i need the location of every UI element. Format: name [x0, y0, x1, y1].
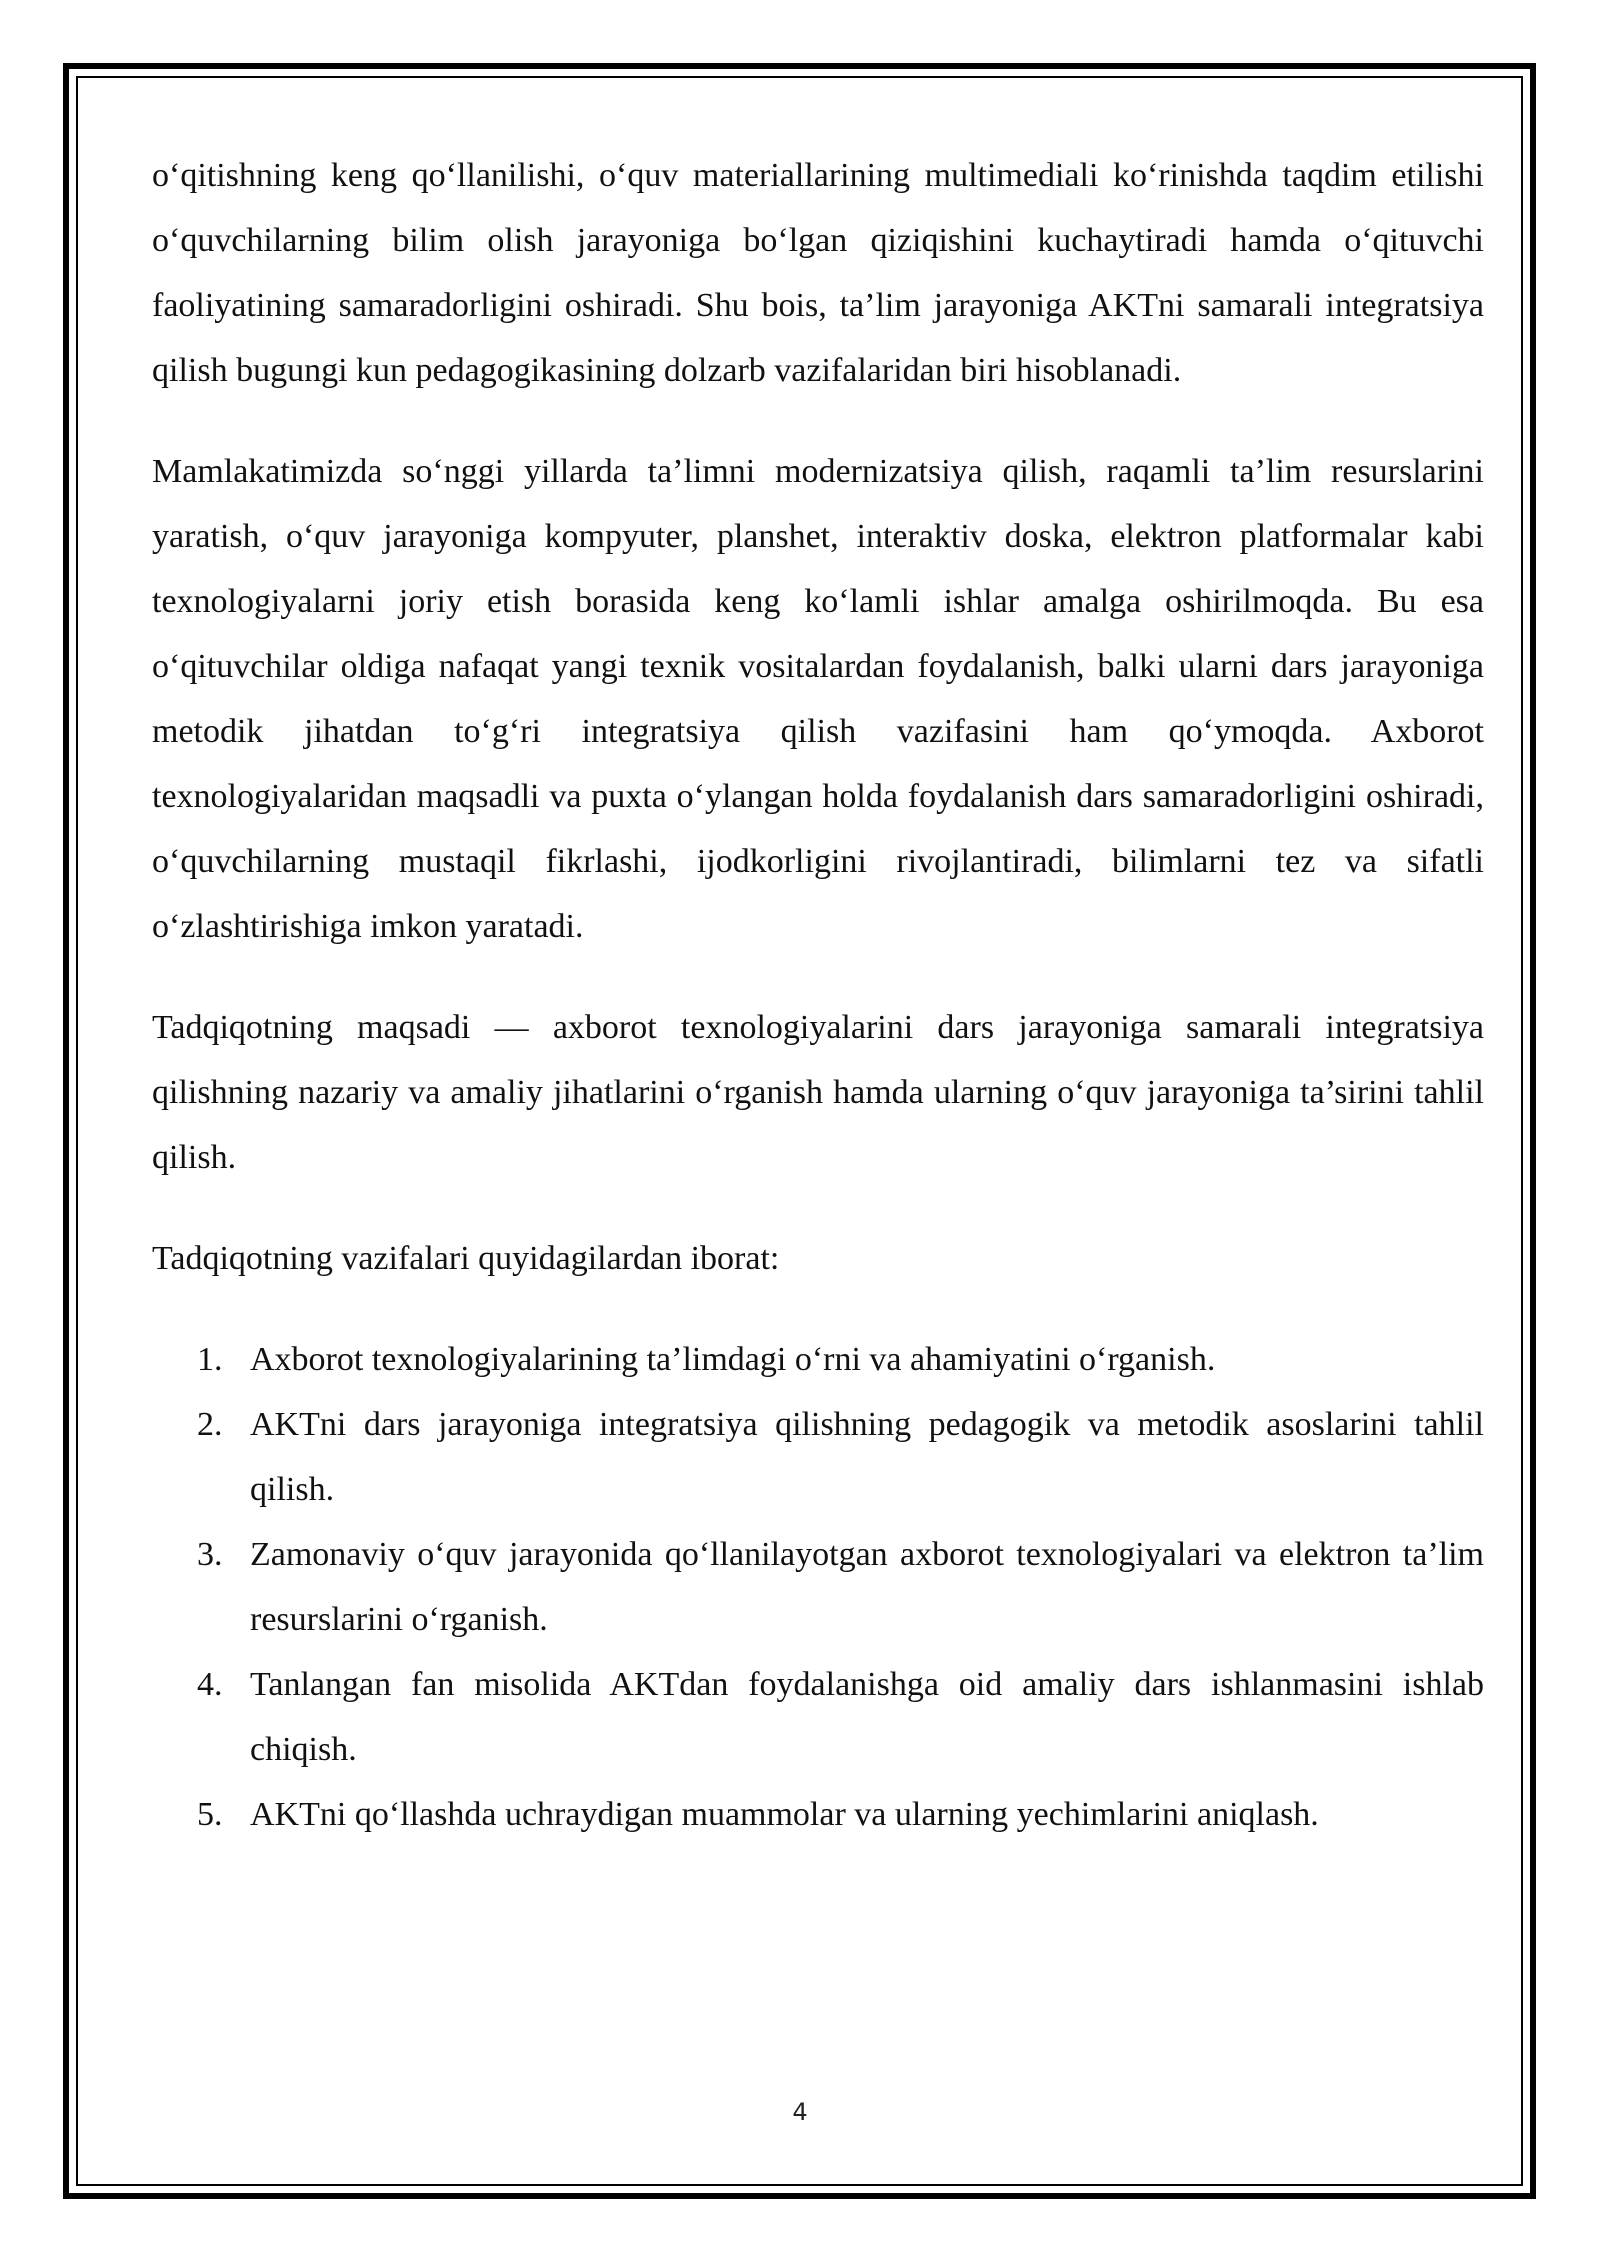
page-number: 4	[792, 2098, 808, 2126]
list-item-text: AKTni qo‘llashda uchraydigan muammolar va ularning yechimlarini aniqlash.	[250, 1796, 1319, 1833]
paragraph-modernization: Mamlakatimizda so‘nggi yillarda ta’limni modernizatsiya qilish, raqamli ta’lim resurslarini yaratish, o‘quv jarayoniga kompyuter, planshet, interaktiv doska, elektron platformalar kabi texnologiyalarni joriy etish borasida keng ko‘lamli ishlar amalga oshirilmoqda. Bu esa o‘qituvchilar oldiga nafaqat yangi texnik vositalardan foydalanish, balki ularni dars jarayoniga metodik jihatdan to‘g‘ri integratsiya qilish vazifasini ham qo‘ymoqda. Axborot texnologiyalaridan maqsadli va puxta o‘ylangan holda foydalanish dars samaradorligini oshiradi, o‘quvchilarning mustaqil fikrlashi, ijodkorligini rivojlantiradi, bilimlarni tez va sifatli o‘zlashtirishiga imkon yaratadi.	[152, 453, 1484, 945]
list-item	[152, 1392, 1484, 1522]
list-item-text: Axborot texnologiyalarining ta’limdagi o‘rni va ahamiyatini o‘rganish.	[250, 1341, 1216, 1378]
paragraph-intro-continuation: o‘qitishning keng qo‘llanilishi, o‘quv materiallarining multimediali ko‘rinishda taqdim etilishi o‘quvchilarning bilim olish jarayoniga bo‘lgan qiziqishini kuchaytiradi hamda o‘qituvchi faoliyatining samaradorligini oshiradi. Shu bois, ta’lim jarayoniga AKTni samarali integratsiya qilish bugungi kun pedagogikasining dolzarb vazifalaridan biri hisoblanadi.	[152, 157, 1484, 389]
list-item-text: Tanlangan fan misolida AKTdan foydalanishga oid amaliy dars ishlanmasini ishlab chiqish.	[250, 1666, 1484, 1768]
list-item-text: Zamonaviy o‘quv jarayonida qo‘llanilayotgan axborot texnologiyalari va elektron ta’lim resurslarini o‘rganish.	[250, 1536, 1484, 1638]
list-item-text: AKTni dars jarayoniga integratsiya qilishning pedagogik va metodik asoslarini tahlil qilish.	[250, 1406, 1484, 1508]
tasks-intro: Tadqiqotning vazifalari quyidagilardan iborat:	[152, 1240, 780, 1277]
list-item-number: 3.	[197, 1536, 223, 1573]
list-item	[152, 1522, 1484, 1652]
list-item	[152, 1652, 1484, 1782]
page-content	[152, 143, 1484, 1847]
list-item-number: 4.	[197, 1666, 223, 1703]
list-item-number: 1.	[197, 1341, 223, 1378]
list-item	[152, 1327, 1484, 1392]
tasks-list	[152, 1327, 1484, 1847]
list-item	[152, 1782, 1484, 1847]
list-item-number: 5.	[197, 1796, 223, 1833]
list-item-number: 2.	[197, 1406, 223, 1443]
paragraph-research-goal: Tadqiqotning maqsadi — axborot texnologiyalarini dars jarayoniga samarali integratsiya qilishning nazariy va amaliy jihatlarini o‘rganish hamda ularning o‘quv jarayoniga ta’sirini tahlil qilish.	[152, 1009, 1484, 1176]
